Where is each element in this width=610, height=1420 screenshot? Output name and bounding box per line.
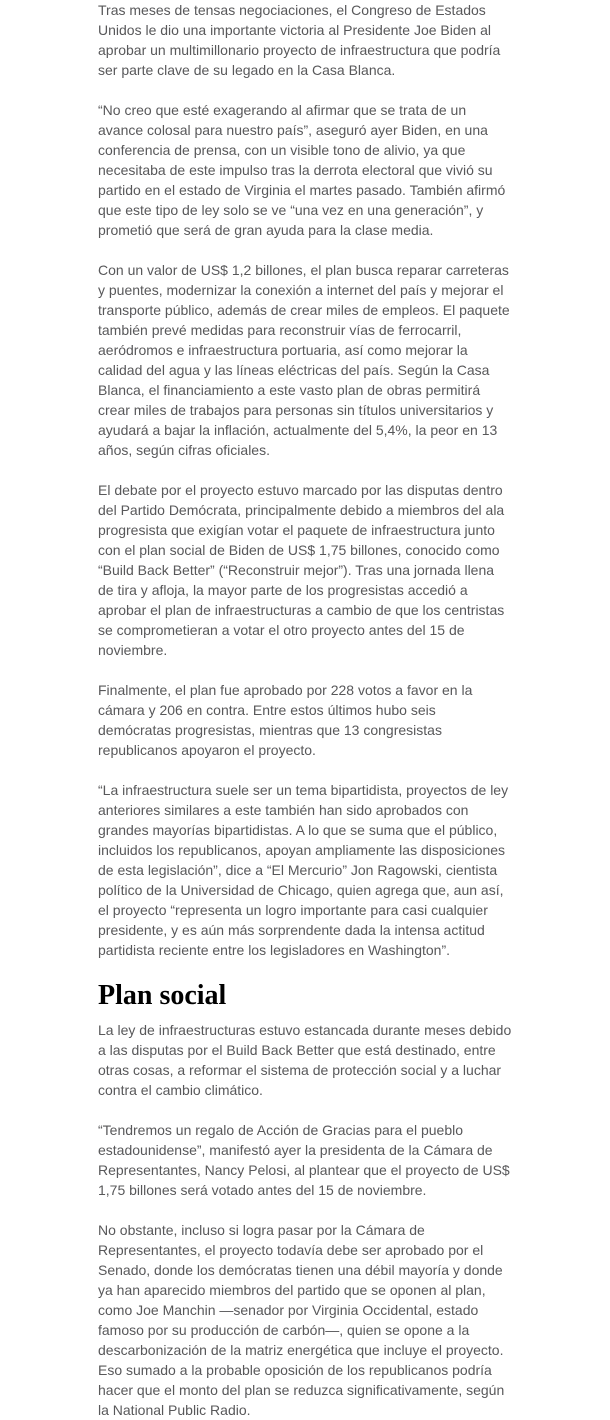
article-paragraph: La ley de infraestructuras estuvo estancada durante meses debido a las disputas por el Build Back Better que está destinado, entre otras cosas, a reformar el sistema de protección social y a luchar contra el cambio climático. bbox=[98, 1022, 512, 1098]
article-paragraph: No obstante, incluso si logra pasar por la Cámara de Representantes, el proyecto todavía debe ser aprobado por el Senado, donde los demócratas tienen una débil mayoría y donde ya han aparecido miembros del partido que se oponen al plan, como Joe Manchin —senador por Virginia Occidental, estado famoso por su producción de carbón—, quien se opone a la descarbonización de la matriz energética que incluye el proyecto. Eso sumado a la probable oposición de los republicanos podría hacer que el monto del plan se reduzca significativamente, según la National Public Radio. bbox=[98, 1222, 505, 1418]
article-paragraph: Con un valor de US$ 1,2 billones, el plan busca reparar carreteras y puentes, modernizar la conexión a internet del país y mejorar el transporte público, además de crear miles de empleos. El paquete también prevé medidas para reconstruir vías de ferrocarril, aeródromos e infraestructura portuaria, así como mejorar la calidad del agua y las líneas eléctricas del país. Según la Casa Blanca, el financiamiento a este vasto plan de obras permitirá crear miles de trabajos para personas sin títulos universitarios y ayudará a bajar la inflación, actualmente del 5,4%, la peor en 13 años, según cifras oficiales. bbox=[98, 262, 510, 458]
article-body bbox=[98, 0, 512, 1420]
section-heading-plan-social: Plan social bbox=[98, 980, 227, 1011]
article-paragraph: El debate por el proyecto estuvo marcado por las disputas dentro del Partido Demócrata, principalmente debido a miembros del ala progresista que exigían votar el paquete de infraestructura junto con el plan social de Biden de US$ 1,75 billones, conocido como “Build Back Better” (“Reconstruir mejor”). Tras una jornada llena de tira y afloja, la mayor parte de los progresistas accedió a aprobar el plan de infraestructuras a cambio de que los centristas se comprometieran a votar el otro proyecto antes del 15 de noviembre. bbox=[98, 482, 505, 658]
article-paragraph: Tras meses de tensas negociaciones, el Congreso de Estados Unidos le dio una importante victoria al Presidente Joe Biden al aprobar un multimillonario proyecto de infraestructura que podría ser parte clave de su legado en la Casa Blanca. bbox=[98, 2, 501, 78]
article-paragraph: “No creo que esté exagerando al afirmar que se trata de un avance colosal para nuestro país”, aseguró ayer Biden, en una conferencia de prensa, con un visible tono de alivio, ya que necesitaba de este impulso tras la derrota electoral que vivió su partido en el estado de Virginia el martes pasado. También afirmó que este tipo de ley solo se ve “una vez en una generación”, y prometió que será de gran ayuda para la clase media. bbox=[98, 102, 506, 238]
article-paragraph: Finalmente, el plan fue aprobado por 228 votos a favor en la cámara y 206 en contra. Entre estos últimos hubo seis demócratas progresistas, mientras que 13 congresistas republicanos apoyaron el proyecto. bbox=[98, 682, 473, 758]
article-paragraph: “Tendremos un regalo de Acción de Gracias para el pueblo estadounidense”, manifestó ayer la presidenta de la Cámara de Representantes, Nancy Pelosi, al plantear que el proyecto de US$ 1,75 billones será votado antes del 15 de noviembre. bbox=[98, 1122, 510, 1198]
article-paragraph: “La infraestructura suele ser un tema bipartidista, proyectos de ley anteriores similares a este también han sido aprobados con grandes mayorías bipartidistas. A lo que se suma que el público, incluidos los republicanos, apoyan ampliamente las disposiciones de esta legislación”, dice a “El Mercurio” Jon Ragowski, cientista político de la Universidad de Chicago, quien agrega que, aun así, el proyecto “representa un logro importante para casi cualquier presidente, y es aún más sorprendente dada la intensa actitud partidista reciente entre los legisladores en Washington”. bbox=[98, 782, 509, 958]
